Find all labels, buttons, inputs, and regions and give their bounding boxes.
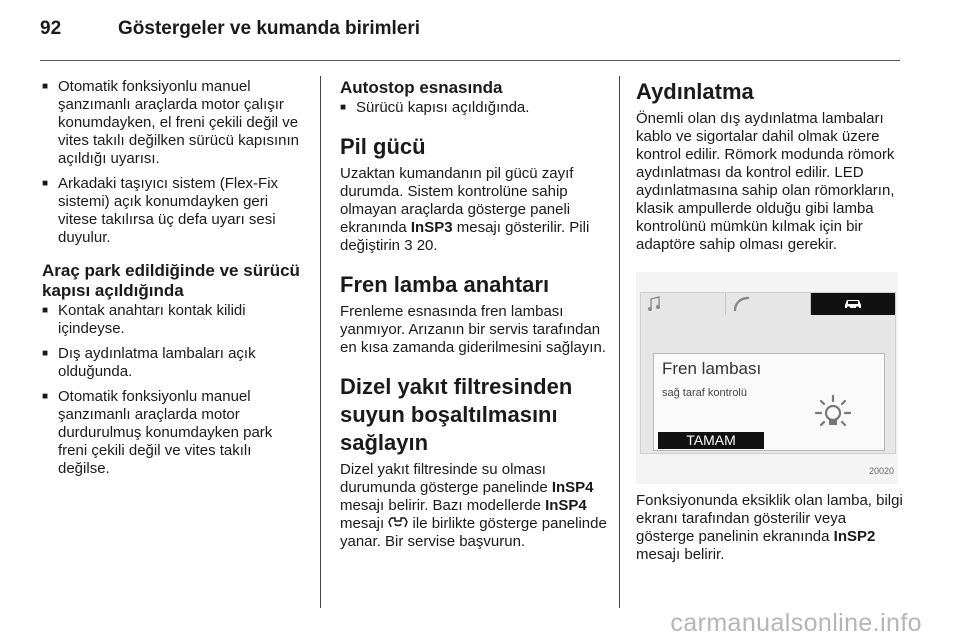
bulb-warning-icon [810, 392, 856, 438]
code-insp3: InSP3 [410, 219, 453, 236]
section-heading-brake-switch: Fren lamba anahtarı [340, 272, 550, 297]
list-item: ■ Arkadaki taşıyıcı sistem (Flex-Fix sistemi) açık konumdayken geri vitese takılırsa üç defa uyarı sesi duyulur. [42, 175, 304, 247]
tab-phone [726, 293, 811, 315]
column-divider-2 [619, 76, 620, 608]
section-heading-diesel-filter: Dizel yakıt filtresinden suyun boşaltılmasını sağlayın [340, 374, 573, 455]
tab-vehicle [811, 293, 895, 315]
section-heading-autostop: Autostop esnasında [340, 78, 503, 97]
page-title: Göstergeler ve kumanda birimleri [118, 18, 421, 39]
list-item: ■ Otomatik fonksiyonlu manuel şanzımanlı araçlarda motor durdurulmuş konumdayken park freni çekili değil ve vites takılı değilse. [42, 388, 304, 478]
warning-list-a [42, 78, 304, 247]
phone-handset-icon [732, 296, 750, 312]
battery-paragraph: Uzaktan kumandanın pil gücü zayıf durumda. Sistem kontrolüne sahip olmayan araçlarda gösterge paneli ekranında InSP3 mesajı gösterilir. Pili değiştirin 3 20. [340, 165, 590, 254]
code-insp4: InSP4 [545, 497, 587, 514]
header-rule [40, 60, 900, 61]
glow-plug-icon [388, 516, 408, 529]
section-heading-parked: Araç park edildiğinde ve sürücü kapısı açıldığında [42, 261, 300, 300]
lighting-paragraph: Önemli olan dış aydınlatma lambaları kablo ve sigortalar dahil olmak üzere kontrol edilir. Römork modunda römork aydınlatması da kontrol edilir. LED aydınlatmasına sahip olan römorkların, klasik ampullerde olduğu gibi lamba kontrolünü mümkün kılmak için bir adaptöre sahip olması gerekir. [636, 110, 895, 253]
lighting-after-paragraph: Fonksiyonunda eksiklik olan lamba, bilgi ekranı tarafından gösterilir veya gösterge panelinin ekranında InSP2 mesajı belirir. [636, 492, 903, 563]
list-item: ■ Dış aydınlatma lambaları açık olduğunda. [42, 345, 304, 381]
list-item: ■ Otomatik fonksiyonlu manuel şanzımanlı araçlarda motor çalışır konumdayken, el freni çekili değil ve vites takılı değilken sürücü kapısının açıldığı uyarısı. [42, 78, 304, 168]
brake-switch-paragraph: Frenleme esnasında fren lambası yanmıyor. Arızanın bir servis tarafından en kısa zamanda giderilmesini sağlayın. [340, 303, 606, 356]
car-icon [843, 296, 863, 310]
ok-button[interactable]: TAMAM [658, 432, 764, 449]
list-item: ■ Kontak anahtarı kontak kilidi içindeyse. [42, 302, 304, 338]
column-divider-1 [320, 76, 321, 608]
code-insp4: InSP4 [551, 479, 594, 496]
section-heading-battery: Pil gücü [340, 134, 426, 159]
message-subtitle: sağ taraf kontrolü [662, 387, 747, 399]
page-number: 92 [40, 18, 62, 39]
music-note-icon [647, 296, 661, 312]
watermark: carmanualsonline.info [670, 609, 922, 637]
column-3 [636, 78, 908, 564]
message-box [653, 353, 885, 451]
code-insp2: InSP2 [833, 528, 876, 545]
column-1 [42, 78, 304, 485]
diesel-filter-paragraph: Dizel yakıt filtresinde su olması durumunda gösterge panelinde InSP4 mesajı belirir. Bazı modellerde InSP4 mesajı ile birlikte gösterge panelinde yanar. Bir servise başvurun. [340, 461, 607, 550]
display-figure [636, 272, 898, 484]
tab-audio [641, 293, 726, 315]
warning-list-b [42, 302, 304, 478]
column-2 [340, 78, 608, 551]
message-title: Fren lambası [662, 359, 762, 378]
info-display-screen [640, 292, 896, 454]
section-heading-lighting: Aydınlatma [636, 79, 754, 104]
page-reference: 3 20. [404, 237, 438, 254]
list-item: ■ Sürücü kapısı açıldığında. [340, 99, 608, 117]
figure-code: 20020 [868, 466, 894, 476]
autostop-list [340, 99, 608, 117]
